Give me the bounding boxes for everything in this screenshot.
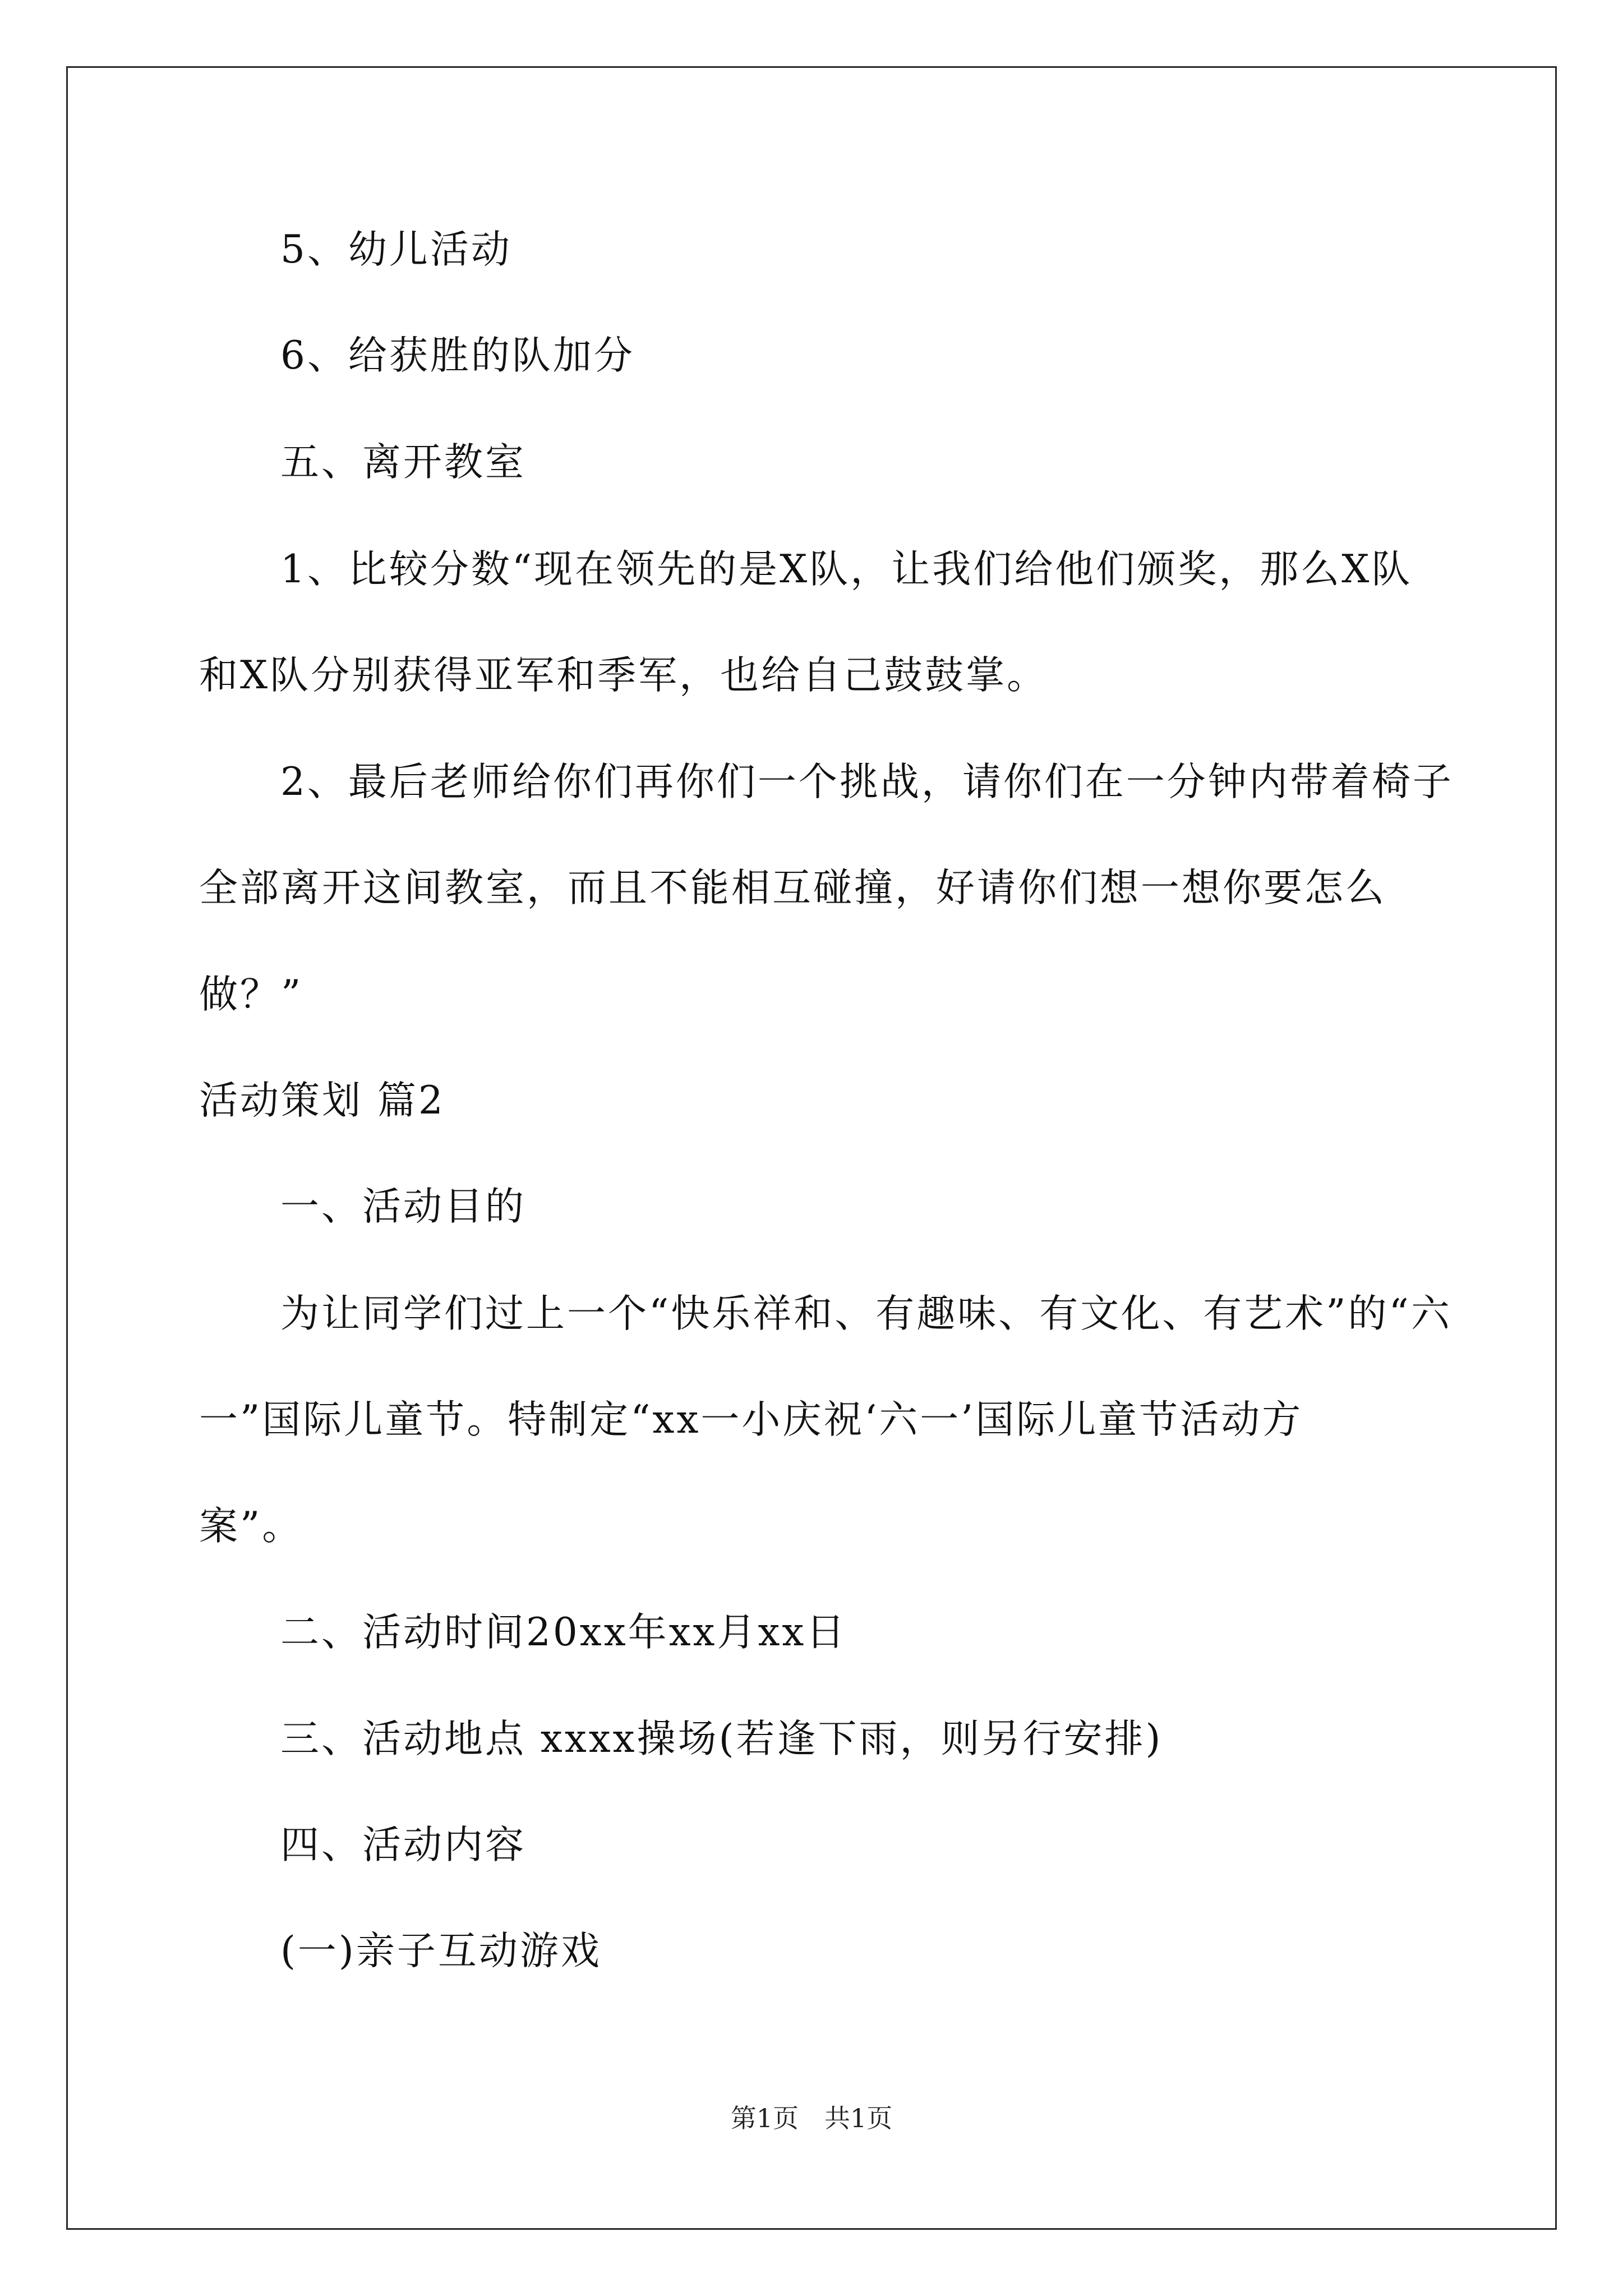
paragraph-line: 案”。 bbox=[199, 1504, 303, 1549]
list-item-6: 6、给获胜的队加分 bbox=[280, 333, 635, 378]
section-heading-4: 四、活动内容 bbox=[280, 1823, 526, 1867]
section-heading-5: 五、离开教室 bbox=[280, 440, 526, 485]
section-heading-3: 三、活动地点 xxxx操场(若逢下雨，则另行安排) bbox=[280, 1717, 1163, 1761]
section-heading-2: 二、活动时间20xx年xx月xx日 bbox=[280, 1610, 847, 1655]
paragraph-line: 为让同学们过上一个“快乐祥和、有趣味、有文化、有艺术”的“六 bbox=[280, 1291, 1452, 1336]
subsection-heading: (一)亲子互动游戏 bbox=[280, 1929, 602, 1973]
paragraph-line: 一”国际儿童节。特制定“xx一小庆祝‘六一’国际儿童节活动方 bbox=[199, 1397, 1303, 1442]
page-border bbox=[66, 66, 1557, 2230]
list-item-5: 5、幼儿活动 bbox=[280, 227, 512, 272]
paragraph-line: 全部离开这间教室，而且不能相互碰撞，好请你们想一想你要怎么 bbox=[199, 866, 1386, 910]
paragraph-line: 2、最后老师给你们再你们一个挑战，请你们在一分钟内带着椅子 bbox=[280, 760, 1454, 804]
page-number-footer: 第1页 共1页 bbox=[730, 2103, 893, 2133]
section-heading-1: 一、活动目的 bbox=[280, 1184, 526, 1229]
paragraph-line: 做？” bbox=[199, 972, 303, 1017]
article-title: 活动策划 篇2 bbox=[199, 1078, 445, 1123]
paragraph-line: 和X队分别获得亚军和季军，也给自己鼓鼓掌。 bbox=[199, 653, 1048, 698]
paragraph-line: 1、比较分数“现在领先的是X队，让我们给他们颁奖，那么X队 bbox=[280, 547, 1413, 592]
